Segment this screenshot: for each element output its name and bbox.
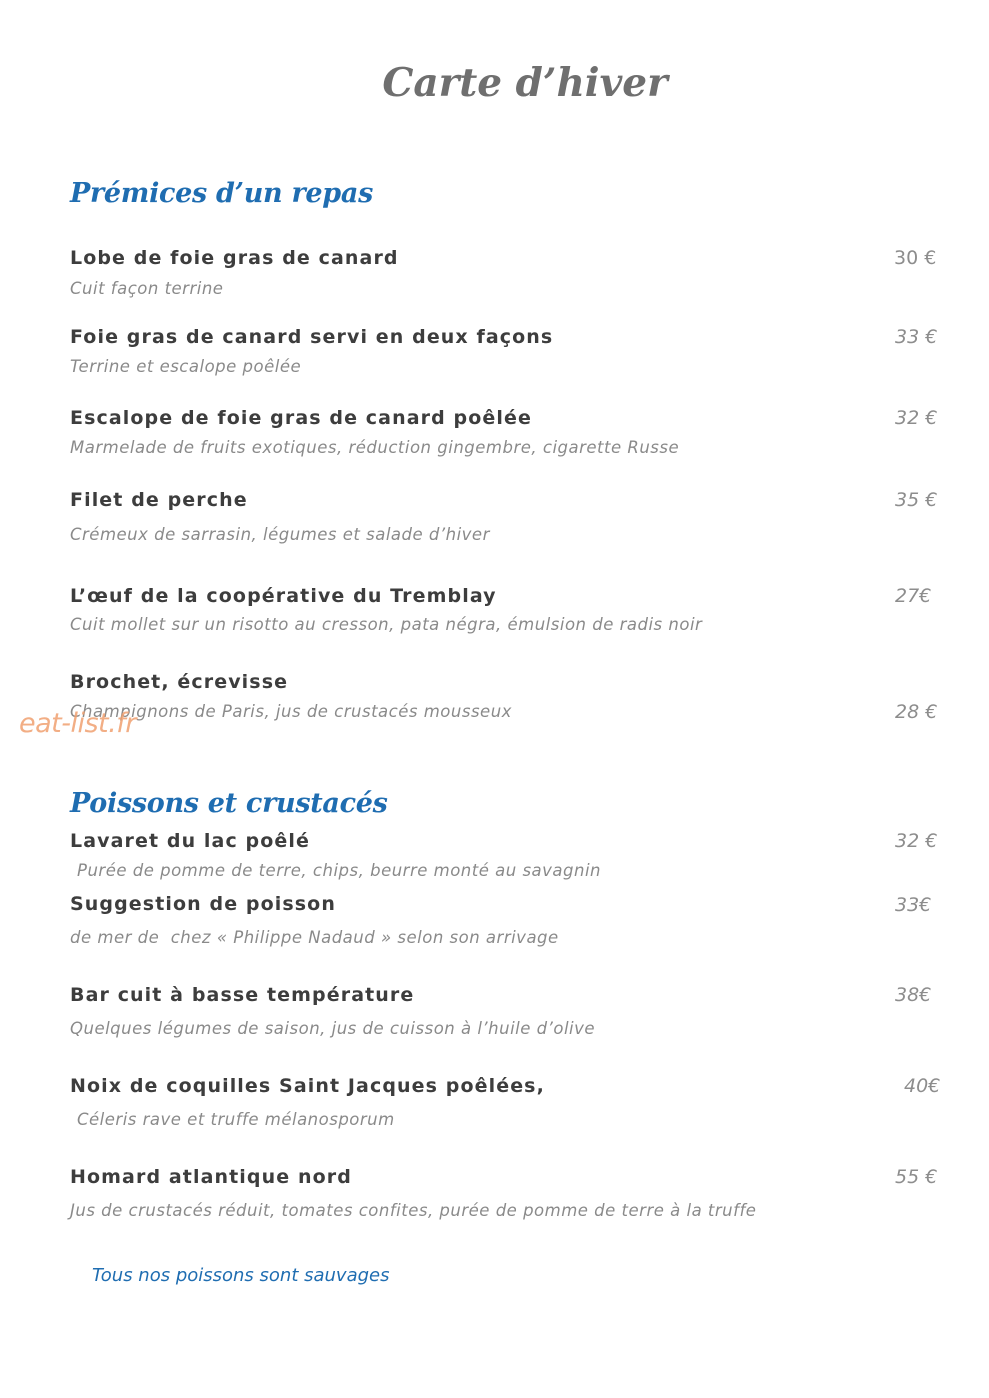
dish-description: Cuit façon terrine	[70, 279, 224, 298]
dish-price: 30 €	[894, 247, 937, 269]
dish-name: Bar cuit à basse température	[70, 984, 415, 1006]
dish-description: Jus de crustacés réduit, tomates confites, purée de pomme de terre à la truffe	[70, 1201, 757, 1220]
dish-name: Lobe de foie gras de canard	[70, 247, 399, 269]
dish-name: Suggestion de poisson	[70, 893, 336, 915]
dish-price: 35 €	[895, 489, 938, 511]
dish-description: Cuit mollet sur un risotto au cresson, pata négra, émulsion de radis noir	[70, 615, 703, 634]
dish-name: Homard atlantique nord	[70, 1166, 352, 1188]
dish-price: 40€	[904, 1075, 941, 1097]
dish-price: 32 €	[895, 407, 938, 429]
dish-price: 28 €	[895, 701, 938, 723]
watermark-logo: eat-list.fr	[19, 708, 136, 739]
dish-description: Terrine et escalope poêlée	[70, 357, 302, 376]
dish-price: 33 €	[895, 326, 938, 348]
dish-description: Quelques légumes de saison, jus de cuisson à l’huile d’olive	[70, 1019, 596, 1038]
dish-name: Lavaret du lac poêlé	[70, 830, 310, 852]
dish-price: 27€	[895, 585, 932, 607]
dish-name: L’œuf de la coopérative du Tremblay	[70, 585, 497, 607]
dish-price: 38€	[895, 984, 932, 1006]
dish-name: Escalope de foie gras de canard poêlée	[70, 407, 532, 429]
dish-description: de mer de chez « Philippe Nadaud » selon son arrivage	[70, 928, 559, 947]
footnote: Tous nos poissons sont sauvages	[92, 1265, 390, 1286]
dish-description: Purée de pomme de terre, chips, beurre monté au savagnin	[77, 861, 601, 880]
dish-description: Céleris rave et truffe mélanosporum	[77, 1110, 395, 1129]
dish-price: 33€	[895, 894, 932, 916]
dish-name: Filet de perche	[70, 489, 248, 511]
dish-price: 55 €	[895, 1166, 938, 1188]
dish-name: Foie gras de canard servi en deux façons	[70, 326, 554, 348]
page-title: Carte d’hiver	[382, 60, 668, 106]
section-title-poissons: Poissons et crustacés	[70, 788, 388, 819]
section-title-premices: Prémices d’un repas	[70, 178, 373, 209]
dish-price: 32 €	[895, 830, 938, 852]
dish-description: Champignons de Paris, jus de crustacés mousseux	[70, 702, 512, 721]
dish-description: Crémeux de sarrasin, légumes et salade d’hiver	[70, 525, 490, 544]
dish-description: Marmelade de fruits exotiques, réduction gingembre, cigarette Russe	[70, 438, 680, 457]
dish-name: Noix de coquilles Saint Jacques poêlées,	[70, 1075, 545, 1097]
dish-name: Brochet, écrevisse	[70, 671, 289, 693]
